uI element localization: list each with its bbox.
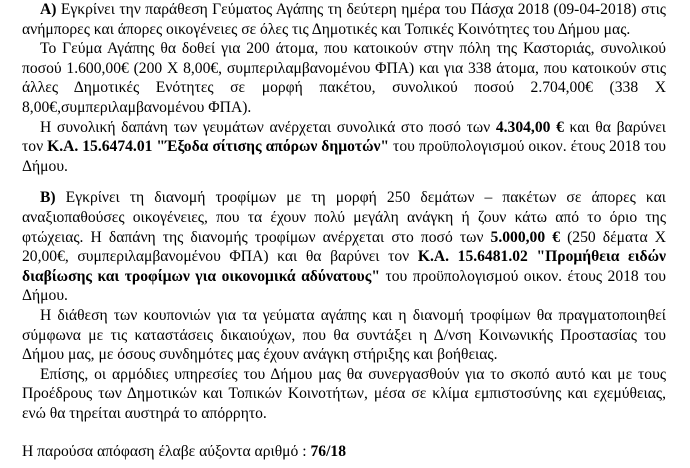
section-a-p3-post: του προϋπολογισμού οικον. έτους 2018 του Δήμου. [22,138,666,175]
section-b-p1-pre: Εγκρίνει τη διανομή τροφίμων με τη μορφή 250 δεμάτων – πακέτων σε άπορες και αναξιοπαθούσες οικογένειες, που τα έχουν πολύ μεγάλη ανάγκη ή ζουν κάτω από το όριο της φτώχειας. Η δαπάνη της διανομής τροφίμων ανέρχεται στο ποσό των [22,189,666,246]
section-b-paragraph-1 [22,188,666,306]
section-a-text-1: Εγκρίνει την παράθεση Γεύματος Αγάπης τη δεύτερη ημέρα του Πάσχα 2018 (09-04-2018) στις ανήμπορες και άπορες οικογένειες σε όλες τις Δημοτικές και Τοπικές Κοινότητες του Δήμου μας. [22,1,666,38]
section-b-label: Β) [40,189,56,207]
spacer [22,423,666,442]
services-paragraph: Επίσης, οι αρμόδιες υπηρεσίες του Δήμου μας θα συνεργασθούν για το σκοπό αυτό και με τους Προέδρους των Δημοτικών και Τοπικών Κοινοτήτων, μέσα σε κλίμα εμπιστοσύνης και εχεμύθειας, ενώ θα τηρείται αυστηρά το απόρρητο. [22,365,666,422]
section-b-amount: 5.000,00 € [490,228,560,246]
section-a-paragraph-3 [22,118,666,177]
spacer [22,176,666,188]
section-a-paragraph-1 [22,0,666,39]
decision-number: 76/18 [310,443,346,461]
section-b-p1-post: του προϋπολογισμού οικον. έτους 2018 του Δήμου. [22,267,666,305]
section-a-label: A) [40,1,57,18]
decision-number-line [22,442,666,462]
section-a-paragraph-2: Το Γεύμα Αγάπης θα δοθεί για 200 άτομα, που κατοικούν στην πόλη της Καστοριάς, συνολικού ποσού 1.600,00€ (200 Χ 8,00€, συμπεριλαμβανομένου ΦΠΑ) και για 338 άτομα, που κατοικούν στις άλλες Δημοτικές Ενότητες σε μορφή πακέτου, συνολικού ποσού 2.704,00€ (338 Χ 8,00€,συμπεριλαμβανομένου ΦΠΑ). [22,40,666,116]
distribution-paragraph: Η διάθεση των κουπονιών για τα γεύματα αγάπης και η διανομή τροφίμων θα πραγματοποιηθεί σύμφωνα με τις καταστάσεις δικαιούχων, που θα συντάξει η Δ/νση Κοινωνικής Προστασίας του Δήμου μας, με όσους συνδημότες μας έχουν ανάγκη στήριξης και βοήθειας. [22,306,666,364]
section-a-budget-title: "Έξοδα σίτισης απόρων δημοτών" [156,138,390,156]
section-a-budget-code: Κ.Α. 15.6474.01 [47,138,153,156]
section-a-p3-pre: Η συνολική δαπάνη των γευμάτων ανέρχεται συνολικά στο ποσό των [40,118,496,136]
section-b-p1-mid: (250 δέματα Χ 20,00€, συμπεριλαμβανομένου ΦΠΑ) και θα βαρύνει τον [22,228,666,266]
section-b-budget-title: "Προμήθεια ειδών διαβίωσης και τροφίμων για οικονομικά αδύνατους" [22,248,666,285]
decision-text: Η παρούσα απόφαση έλαβε αύξοντα αριθμό : [22,443,311,461]
section-a-amount: 4.304,00 € [495,118,564,136]
document-body [22,0,666,462]
section-a-p3-mid: και θα βαρύνει τον [22,118,666,156]
section-b-budget-code: Κ.Α. 15.6481.02 [417,248,528,266]
